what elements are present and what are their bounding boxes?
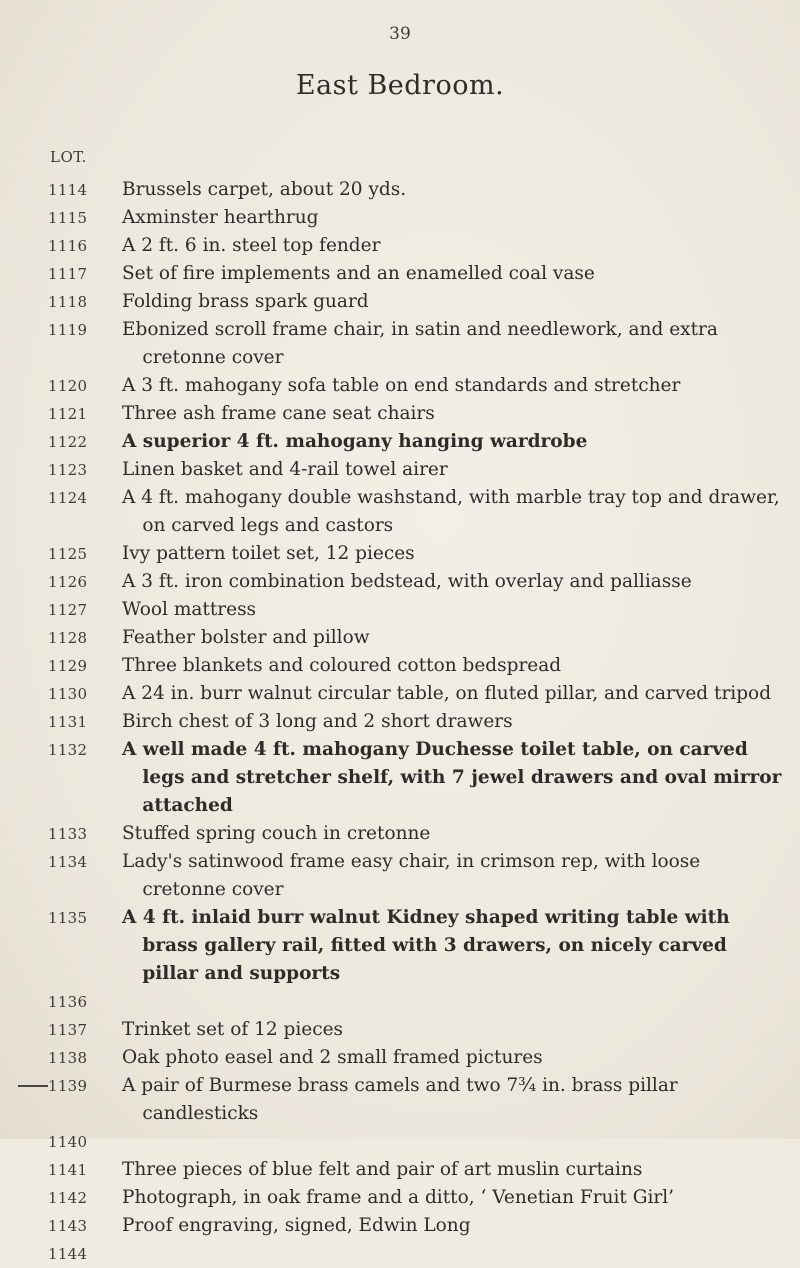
lot-row xyxy=(0,652,800,680)
lot-row xyxy=(0,540,800,568)
lot-description: Birch chest of 3 long and 2 short drawers xyxy=(122,711,513,732)
lot-description: Stuffed spring couch in cretonne xyxy=(122,823,431,844)
lot-number: 1142 xyxy=(48,1189,88,1207)
lot-row xyxy=(0,624,800,652)
lot-description: Axminster hearthrug xyxy=(122,207,319,228)
lot-number: 1136 xyxy=(48,993,88,1011)
lot-description: A 3 ft. iron combination bedstead, with overlay and palliasse xyxy=(122,571,692,592)
lot-row xyxy=(0,1016,800,1044)
lot-row xyxy=(0,428,800,456)
lot-row xyxy=(0,484,800,540)
lot-column-header: LOT. xyxy=(50,148,87,166)
lot-row xyxy=(0,204,800,232)
lot-number: 1128 xyxy=(48,629,88,647)
lot-description: Three blankets and coloured cotton bedspread xyxy=(122,655,562,676)
lot-description: A 24 in. burr walnut circular table, on fluted pillar, and carved tripod xyxy=(122,683,772,704)
lot-description: Three ash frame cane seat chairs xyxy=(122,403,435,424)
lot-number: 1123 xyxy=(48,461,88,479)
lot-number: 1127 xyxy=(48,601,88,619)
lot-number: 1129 xyxy=(48,657,88,675)
lot-row xyxy=(0,1072,800,1128)
lot-description: A pair of Burmese brass camels and two 7¾ in. brass pillar candlesticks xyxy=(122,1075,678,1124)
lot-description: Ebonized scroll frame chair, in satin and needlework, and extra cretonne cover xyxy=(122,319,718,368)
lot-number: 1126 xyxy=(48,573,88,591)
lot-row xyxy=(0,708,800,736)
lot-row xyxy=(0,1212,800,1240)
lot-number: 1120 xyxy=(48,377,88,395)
lot-row xyxy=(0,400,800,428)
lot-description: Wool mattress xyxy=(122,599,257,620)
lot-number: 1118 xyxy=(48,293,88,311)
lot-description: A 4 ft. inlaid burr walnut Kidney shaped writing table with brass gallery rail, fitted with 3 drawers, on nicely carved pillar and supports xyxy=(122,907,730,984)
lot-row xyxy=(0,372,800,400)
lot-number: 1137 xyxy=(48,1021,88,1039)
lot-description: A 4 ft. mahogany double washstand, with marble tray top and drawer, on carved legs and castors xyxy=(122,487,780,536)
lot-number: 1134 xyxy=(48,853,88,871)
lot-row xyxy=(0,848,800,904)
lot-description: Set of fire implements and an enamelled coal vase xyxy=(122,263,595,284)
lot-list xyxy=(0,176,800,1268)
lot-row xyxy=(0,316,800,372)
lot-row xyxy=(0,176,800,204)
lot-number: 1133 xyxy=(48,825,88,843)
lot-number: 1121 xyxy=(48,405,88,423)
lot-row xyxy=(0,260,800,288)
lot-description: Trinket set of 12 pieces xyxy=(122,1019,344,1040)
lot-number: 1114 xyxy=(48,181,88,199)
lot-row xyxy=(0,232,800,260)
lot-number: 1143 xyxy=(48,1217,88,1235)
lot-row xyxy=(0,596,800,624)
lot-number: 1139 xyxy=(48,1077,88,1095)
room-heading: East Bedroom. xyxy=(295,70,505,101)
lot-row xyxy=(0,1156,800,1184)
lot-description: Oak photo easel and 2 small framed pictures xyxy=(122,1047,543,1068)
lot-row xyxy=(0,1044,800,1072)
lot-description: Folding brass spark guard xyxy=(122,291,369,312)
lot-row xyxy=(0,680,800,708)
lot-description: Three pieces of blue felt and pair of art muslin curtains xyxy=(122,1159,643,1180)
lot-row xyxy=(0,820,800,848)
lot-number: 1116 xyxy=(48,237,88,255)
lot-description: A 2 ft. 6 in. steel top fender xyxy=(122,235,381,256)
lot-row xyxy=(0,1240,800,1268)
lot-description: Brussels carpet, about 20 yds. xyxy=(122,179,407,200)
lot-description: Photograph, in oak frame and a ditto, ‘ Venetian Fruit Girl’ xyxy=(122,1187,675,1208)
lot-number: 1130 xyxy=(48,685,88,703)
lot-description: A 3 ft. mahogany sofa table on end standards and stretcher xyxy=(122,375,681,396)
lot-row xyxy=(0,736,800,820)
lot-number: 1125 xyxy=(48,545,88,563)
lot-row xyxy=(0,288,800,316)
lot-number: 1122 xyxy=(48,433,88,451)
lot-row xyxy=(0,456,800,484)
lot-row xyxy=(0,568,800,596)
lot-number: 1140 xyxy=(48,1133,88,1151)
lot-description: Linen basket and 4-rail towel airer xyxy=(122,459,448,480)
lot-number: 1131 xyxy=(48,713,88,731)
lot-number: 1115 xyxy=(48,209,88,227)
lot-description: Proof engraving, signed, Edwin Long xyxy=(122,1215,471,1236)
lot-row xyxy=(0,988,800,1016)
lot-number: 1117 xyxy=(48,265,88,283)
lot-description: A superior 4 ft. mahogany hanging wardrobe xyxy=(122,431,588,452)
lot-row xyxy=(0,1128,800,1156)
lot-description: Ivy pattern toilet set, 12 pieces xyxy=(122,543,415,564)
lot-row xyxy=(0,1184,800,1212)
lot-description: A well made 4 ft. mahogany Duchesse toilet table, on carved legs and stretcher shelf, with 7 jewel drawers and oval mirror attached xyxy=(122,739,782,816)
lot-number: 1135 xyxy=(48,909,88,927)
page-number: 39 xyxy=(389,24,411,44)
lot-row xyxy=(0,904,800,988)
lot-description: Feather bolster and pillow xyxy=(122,627,370,648)
lot-number: 1124 xyxy=(48,489,88,507)
margin-dash-mark xyxy=(18,1085,48,1087)
lot-number: 1144 xyxy=(48,1245,88,1263)
lot-description: Lady's satinwood frame easy chair, in crimson rep, with loose cretonne cover xyxy=(122,851,701,900)
lot-number: 1141 xyxy=(48,1161,88,1179)
lot-number: 1132 xyxy=(48,741,88,759)
lot-number: 1119 xyxy=(48,321,88,339)
lot-number: 1138 xyxy=(48,1049,88,1067)
